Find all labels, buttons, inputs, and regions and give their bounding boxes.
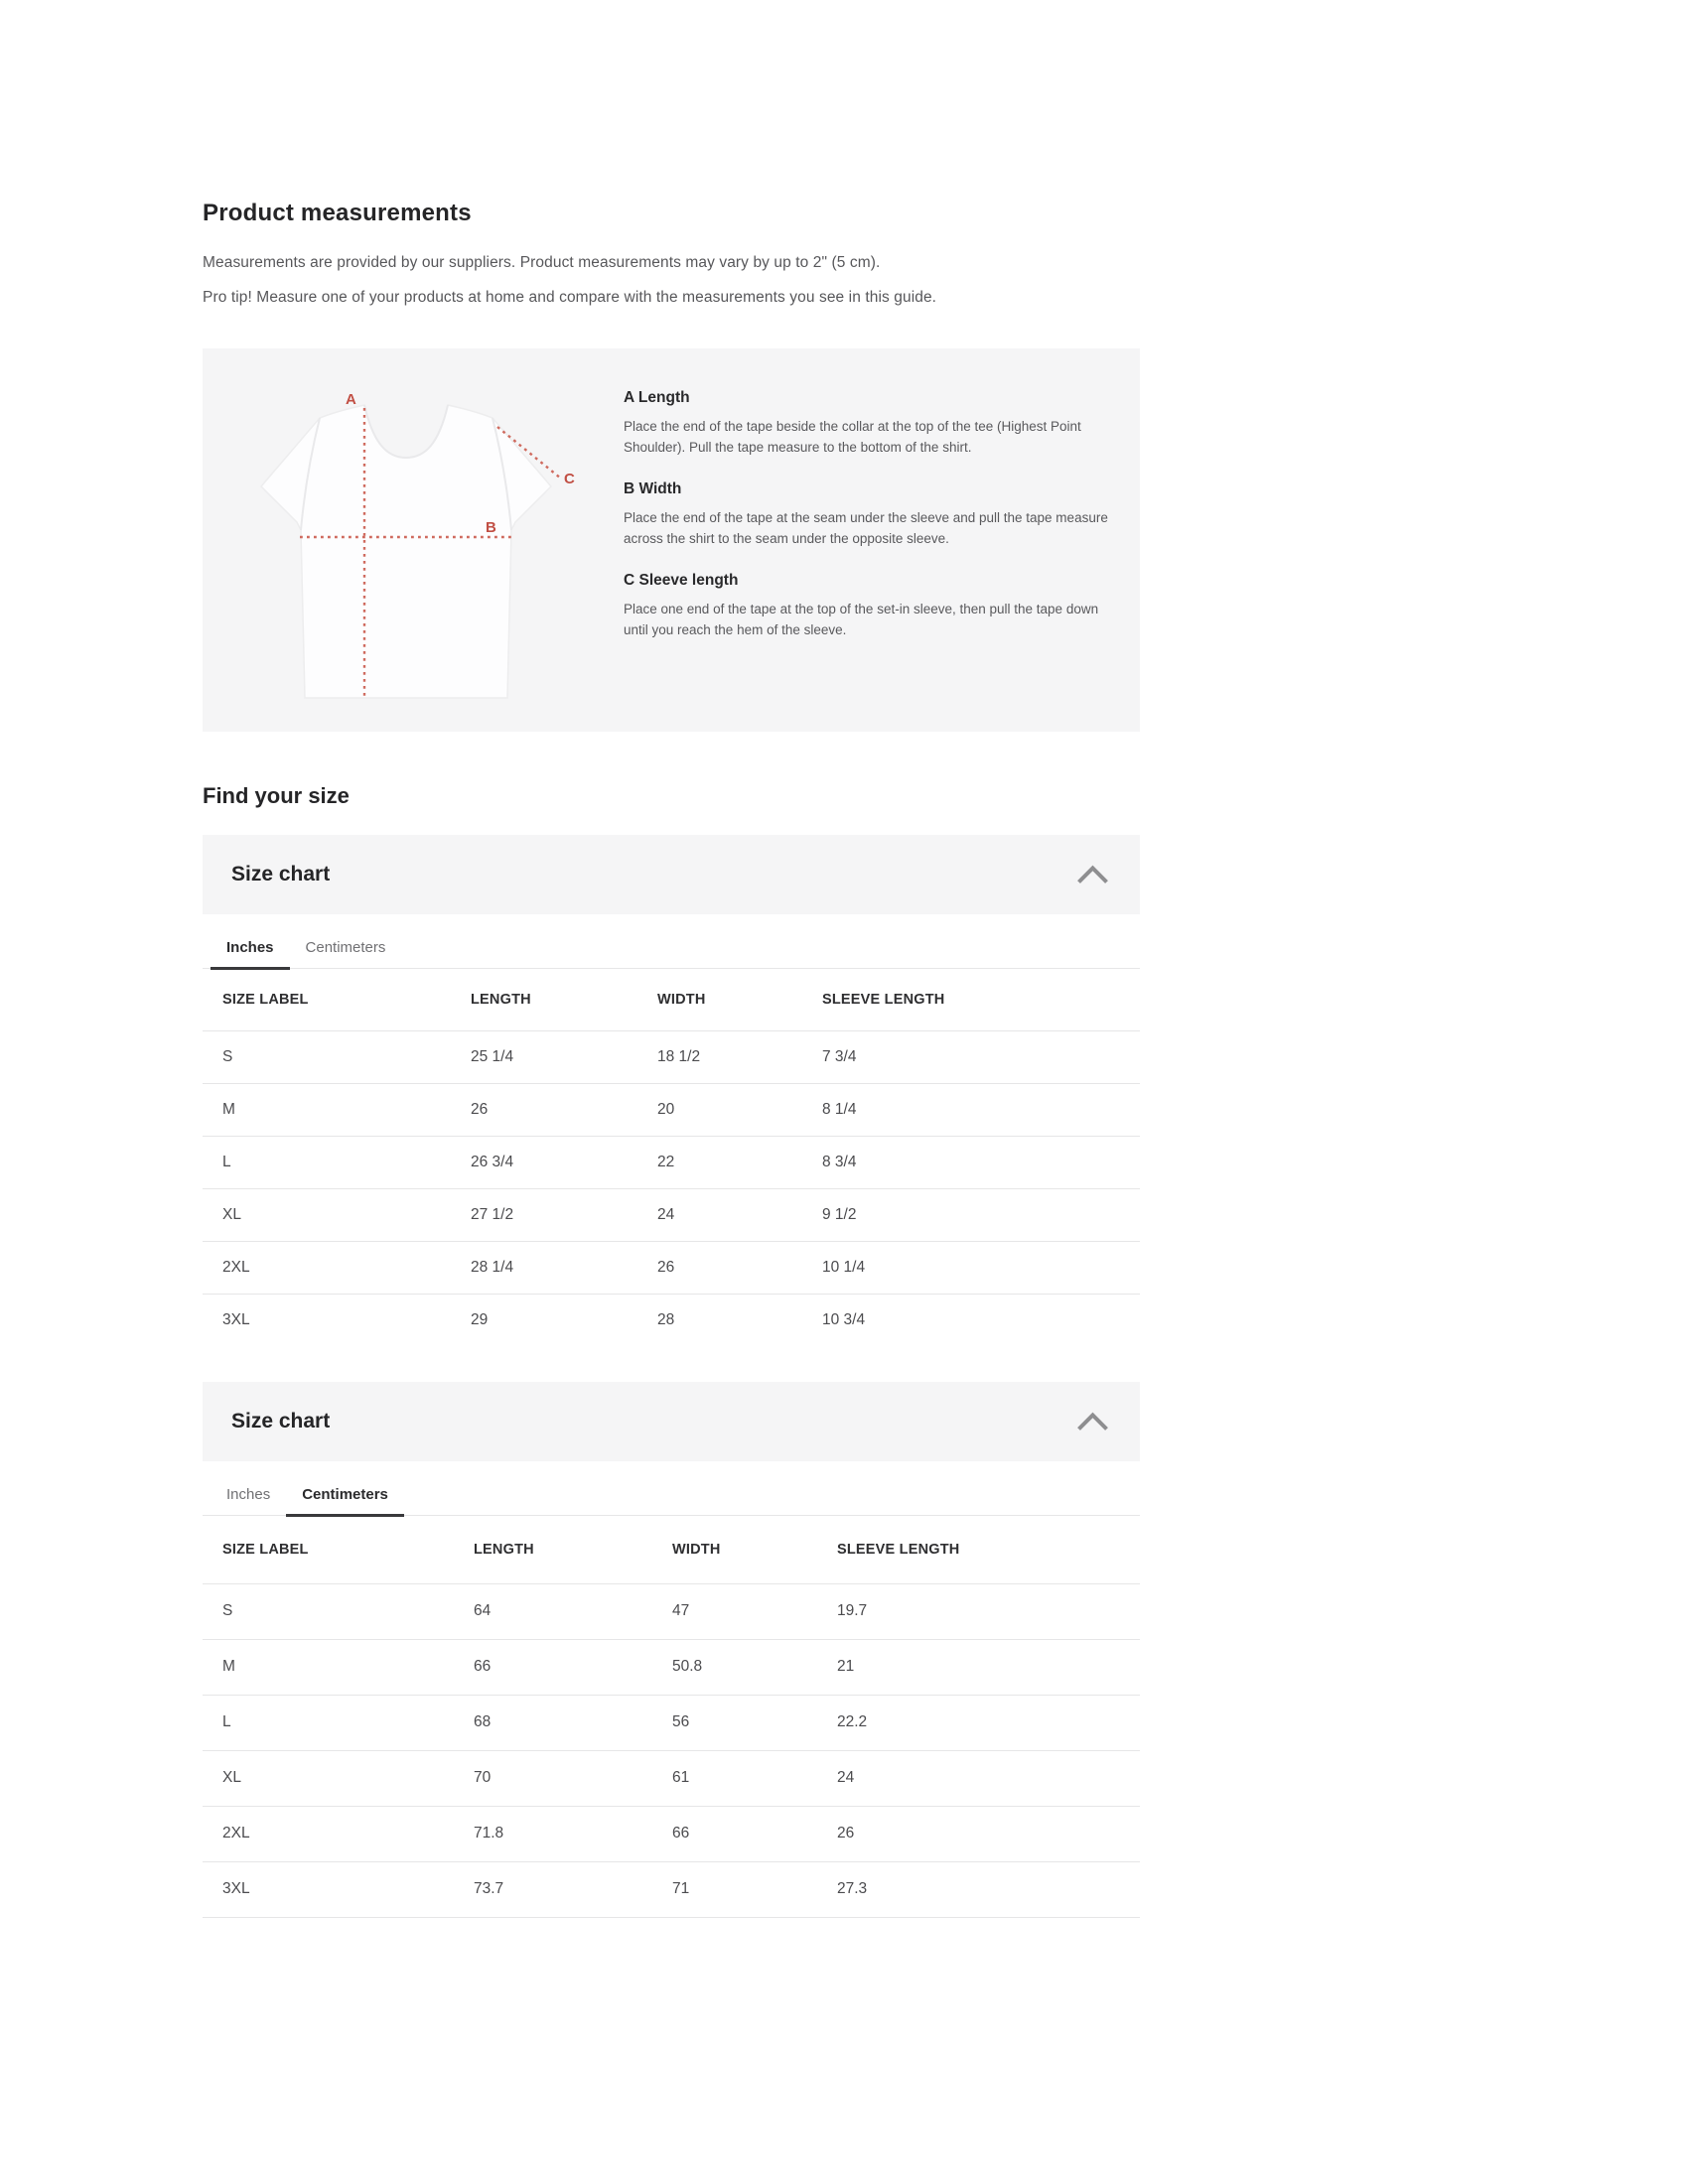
measurement-cell: 64	[474, 1602, 492, 1619]
measurement-cell: 26	[471, 1100, 489, 1118]
measurement-description: Place one end of the tape at the top of the set-in sleeve, then pull the tape down until you reach the hem of the sleeve.	[624, 602, 1099, 637]
size-row	[203, 1861, 1140, 1917]
size-row	[203, 1695, 1140, 1750]
tab-inches[interactable]: Inches	[211, 914, 290, 970]
measurement-instruction	[624, 389, 1110, 458]
tab-centimeters[interactable]: Centimeters	[305, 939, 386, 956]
size-label-cell: M	[222, 1100, 235, 1118]
measurement-cell: 66	[672, 1825, 690, 1842]
units-tabs	[203, 914, 1140, 969]
measurement-cell: 66	[474, 1658, 492, 1675]
units-tabs	[203, 1461, 1140, 1516]
size-label-cell: 2XL	[222, 1258, 250, 1276]
measurement-cell: 22	[657, 1153, 675, 1170]
size-guide-page	[203, 0, 1140, 1918]
size-label-cell: M	[222, 1658, 235, 1675]
size-row	[203, 1241, 1140, 1294]
column-header: SLEEVE LENGTH	[837, 1541, 960, 1558]
measurement-cell: 9 1/2	[822, 1205, 857, 1223]
tab-centimeters[interactable]: Centimeters	[286, 1461, 404, 1517]
size-chart-header[interactable]	[203, 1382, 1140, 1461]
measurement-cell: 71.8	[474, 1825, 504, 1842]
diagram-label-a: A	[346, 391, 356, 408]
find-your-size-heading: Find your size	[203, 783, 350, 808]
column-header: WIDTH	[672, 1541, 721, 1558]
tshirt-illustration	[203, 348, 620, 732]
diagram-label-c: C	[564, 471, 575, 487]
measurement-title: B Width	[624, 480, 682, 497]
size-label-cell: 2XL	[222, 1825, 250, 1842]
measurement-instructions	[620, 348, 1140, 732]
measurement-cell: 70	[474, 1769, 492, 1786]
tshirt-body	[261, 405, 551, 698]
measurement-instruction	[624, 572, 1110, 640]
measurement-cell: 19.7	[837, 1602, 868, 1619]
measurement-instruction	[624, 480, 1110, 549]
measurement-cell: 24	[657, 1205, 675, 1223]
page-title: Product measurements	[203, 200, 472, 226]
size-row	[203, 1136, 1140, 1188]
column-header: SIZE LABEL	[222, 1541, 309, 1558]
measurement-cell: 25 1/4	[471, 1047, 514, 1065]
measurement-cell: 29	[471, 1310, 489, 1328]
measurement-cell: 73.7	[474, 1880, 504, 1897]
measurement-cell: 22.2	[837, 1713, 868, 1730]
chevron-up-icon	[1075, 865, 1110, 886]
size-label-cell: S	[222, 1602, 233, 1619]
column-header: LENGTH	[471, 991, 531, 1008]
size-row	[203, 1083, 1140, 1136]
column-header: SIZE LABEL	[222, 991, 309, 1008]
size-chart-title: Size chart	[231, 863, 331, 886]
size-label-cell: L	[222, 1153, 231, 1170]
size-table	[203, 969, 1140, 1346]
size-table	[203, 1516, 1140, 1918]
size-label-cell: 3XL	[222, 1880, 250, 1897]
measurement-cell: 61	[672, 1769, 690, 1786]
size-row	[203, 1639, 1140, 1695]
size-row	[203, 1030, 1140, 1083]
measurement-diagram-panel	[203, 348, 1140, 732]
measurement-cell: 26	[657, 1258, 675, 1276]
measurement-cell: 20	[657, 1100, 675, 1118]
size-label-cell: XL	[222, 1769, 241, 1786]
chevron-up-icon	[1075, 1412, 1110, 1433]
measurement-cell: 8 1/4	[822, 1100, 857, 1118]
measurement-cell: 10 1/4	[822, 1258, 866, 1276]
pro-tip-text: Pro tip! Measure one of your products at home and compare with the measurements you see in this guide.	[203, 289, 937, 306]
measurement-cell: 8 3/4	[822, 1153, 857, 1170]
size-row	[203, 1294, 1140, 1346]
measurement-cell: 24	[837, 1769, 855, 1786]
diagram-label-b: B	[486, 519, 496, 536]
size-chart-title: Size chart	[231, 1410, 331, 1433]
measurement-description: Place the end of the tape at the seam under the sleeve and pull the tape measure across the shirt to the seam under the opposite sleeve.	[624, 510, 1108, 546]
measurement-cell: 10 3/4	[822, 1310, 866, 1328]
measurement-cell: 18 1/2	[657, 1047, 701, 1065]
size-chart-section	[203, 835, 1140, 1346]
measurement-cell: 21	[837, 1658, 855, 1675]
measurement-cell: 27 1/2	[471, 1205, 514, 1223]
measurement-cell: 28	[657, 1310, 675, 1328]
table-header-row	[203, 969, 1140, 1030]
size-label-cell: L	[222, 1713, 231, 1730]
table-header-row	[203, 1516, 1140, 1583]
measurement-cell: 71	[672, 1880, 690, 1897]
measurement-cell: 50.8	[672, 1658, 703, 1675]
measurement-cell: 47	[672, 1602, 690, 1619]
intro-text: Measurements are provided by our suppliers. Product measurements may vary by up to 2" (5 cm).	[203, 254, 881, 271]
measurement-cell: 26 3/4	[471, 1153, 514, 1170]
size-row	[203, 1806, 1140, 1861]
measurement-cell: 56	[672, 1713, 690, 1730]
measurement-description: Place the end of the tape beside the collar at the top of the tee (Highest Point Shoulder). Pull the tape measure to the bottom of the shirt.	[624, 419, 1081, 455]
size-row	[203, 1750, 1140, 1806]
size-label-cell: S	[222, 1047, 233, 1065]
tshirt-diagram	[203, 348, 620, 732]
column-header: LENGTH	[474, 1541, 534, 1558]
measurement-title: A Length	[624, 389, 690, 406]
size-charts	[203, 835, 1140, 1918]
size-chart-section	[203, 1382, 1140, 1918]
measurement-cell: 28 1/4	[471, 1258, 514, 1276]
collapse-section-button[interactable]	[1071, 1408, 1114, 1436]
tab-inches[interactable]: Inches	[226, 1486, 271, 1503]
measurement-title: C Sleeve length	[624, 572, 739, 589]
size-label-cell: 3XL	[222, 1310, 250, 1328]
collapse-section-button[interactable]	[1071, 861, 1114, 889]
size-label-cell: XL	[222, 1205, 241, 1223]
measurement-cell: 7 3/4	[822, 1047, 857, 1065]
size-chart-header[interactable]	[203, 835, 1140, 914]
size-row	[203, 1188, 1140, 1241]
column-header: WIDTH	[657, 991, 706, 1008]
column-header: SLEEVE LENGTH	[822, 991, 945, 1008]
measurement-cell: 27.3	[837, 1880, 868, 1897]
size-row	[203, 1583, 1140, 1639]
measurement-cell: 26	[837, 1825, 855, 1842]
measurement-cell: 68	[474, 1713, 492, 1730]
